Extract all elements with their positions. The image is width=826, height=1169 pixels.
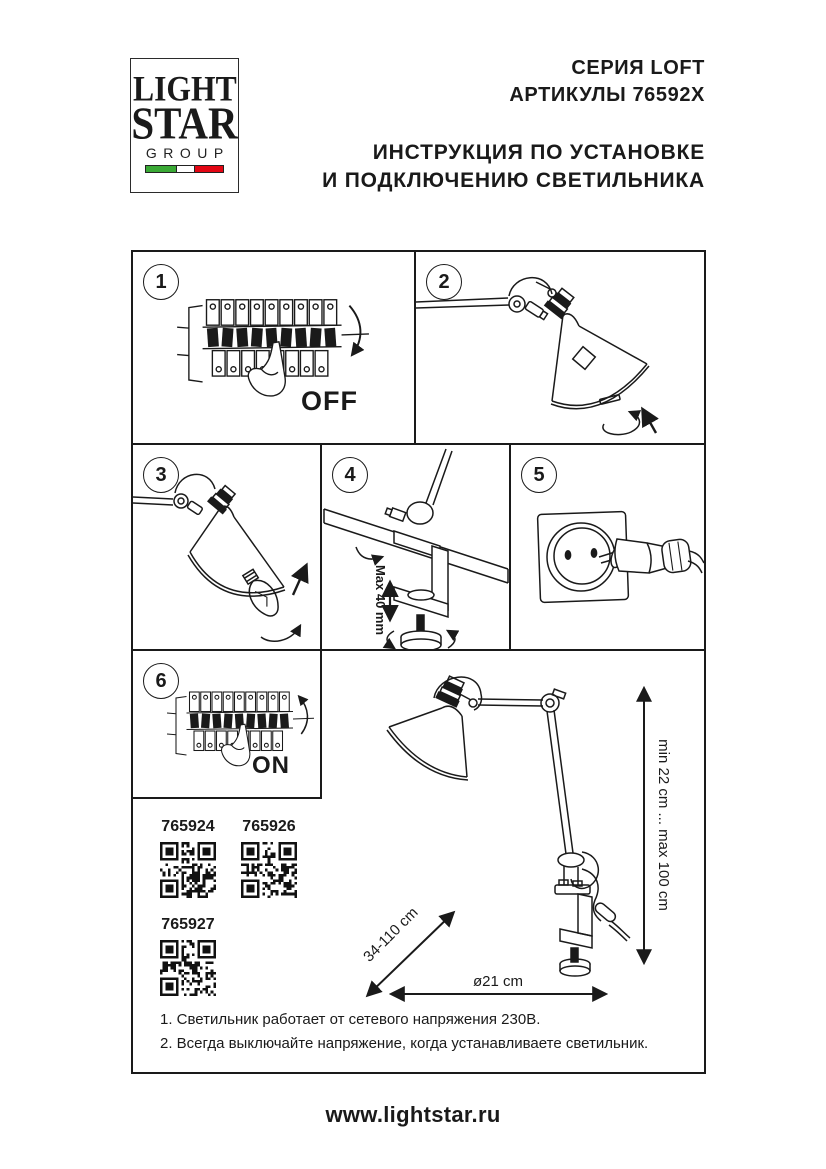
article-number-765926: 765926 (242, 818, 296, 835)
off-label: OFF (301, 386, 358, 416)
flag-red (195, 166, 223, 172)
subtitle-line-2: И ПОДКЛЮЧЕНИЮ СВЕТИЛЬНИКА (322, 169, 705, 192)
logo-word-light: LIGHT (132, 68, 237, 109)
logo-word-star: STAR (131, 97, 238, 149)
max-gap-label: Max 40 mm (373, 564, 388, 636)
reach-dimension-label: 34-110 cm (360, 904, 422, 966)
table-clamp-illustration (322, 445, 511, 649)
article-number-765924: 765924 (161, 818, 215, 835)
website-url: www.lightstar.ru (325, 1102, 501, 1127)
flag-green (146, 166, 176, 172)
qr-code-765926 (241, 842, 297, 898)
step-panel-6 (133, 651, 322, 799)
subtitle-line-1: ИНСТРУКЦИЯ ПО УСТАНОВКЕ (372, 141, 705, 164)
step-4-number: 4 (332, 457, 368, 493)
step-panel-4 (322, 445, 511, 651)
article-number-765927: 765927 (161, 916, 215, 933)
step-5-number: 5 (521, 457, 557, 493)
italian-flag-stripe (145, 165, 224, 173)
series-title: СЕРИЯ LOFT (571, 57, 705, 79)
instruction-subtitle (322, 139, 705, 195)
circuit-breaker-on-illustration (167, 683, 317, 788)
step-2-number: 2 (426, 264, 462, 300)
height-dimension-label: min 22 cm ... max 100 cm (655, 739, 672, 911)
flag-white (176, 166, 195, 172)
step-panel-5 (511, 445, 704, 651)
lamp-dimensions-diagram (338, 664, 708, 1014)
step-panel-2 (416, 252, 704, 445)
diameter-dimension-label: ø21 cm (472, 973, 524, 990)
bulb-installation-illustration (133, 445, 322, 649)
qr-code-765927 (160, 940, 216, 996)
header-text (322, 55, 705, 195)
logo-word-group: GROUP (145, 145, 230, 161)
lightstar-logo (130, 58, 239, 193)
note-2: 2. Всегда выключайте напряжение, когда устанавливаете светильник. (160, 1035, 649, 1052)
note-1: 1. Светильник работает от сетевого напряжения 230В. (160, 1011, 541, 1028)
step-panel-3 (133, 445, 322, 651)
articles-title: АРТИКУЛЫ 76592X (509, 84, 705, 106)
shade-mounting-illustration (416, 252, 704, 443)
instruction-grid (131, 250, 706, 1074)
safety-notes (160, 1008, 648, 1056)
step-panel-1 (133, 252, 416, 445)
on-label: ON (252, 752, 290, 779)
step-3-number: 3 (143, 457, 179, 493)
power-socket-illustration (511, 445, 704, 649)
step-6-number: 6 (143, 663, 179, 699)
qr-code-765924 (160, 842, 216, 898)
step-1-number: 1 (143, 264, 179, 300)
